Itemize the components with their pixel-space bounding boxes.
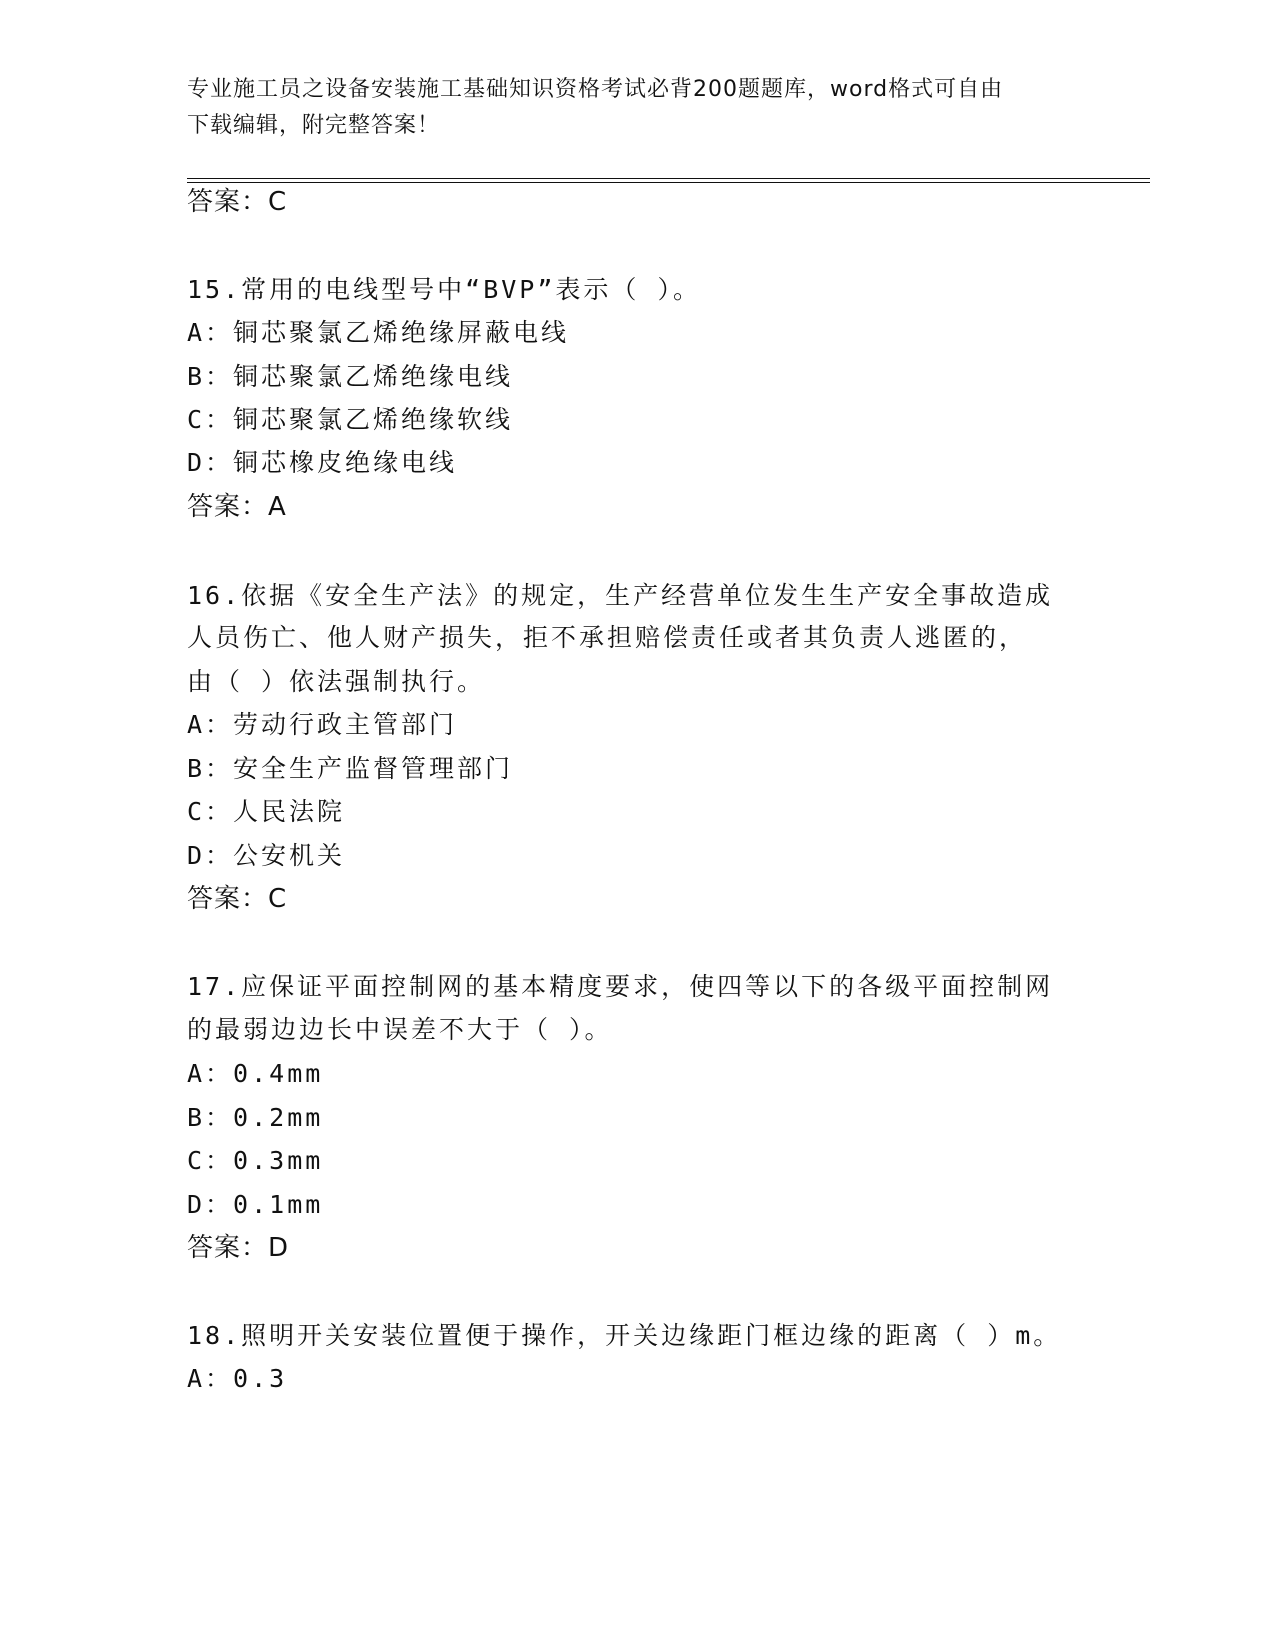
question-17-stem-line-2: 的最弱边边长中误差不大于（ ）。	[187, 1015, 613, 1044]
question-16-stem-line-2: 人员伤亡、他人财产损失，拒不承担赔偿责任或者其负责人逃匿的，	[187, 623, 1028, 652]
answer-q15: 答案：A	[187, 492, 287, 522]
question-16-option-a: A：劳动行政主管部门	[187, 710, 458, 739]
question-17-option-b: B：0.2mm	[187, 1103, 324, 1132]
header-divider-bottom	[187, 182, 1150, 183]
question-16-option-d: D：公安机关	[187, 841, 346, 870]
answer-q17: 答案：D	[187, 1233, 290, 1263]
header-divider-top	[187, 178, 1150, 179]
answer-q14: 答案：C	[187, 187, 288, 217]
question-15-option-b: B：铜芯聚氯乙烯绝缘电线	[187, 362, 514, 391]
question-15-option-a: A：铜芯聚氯乙烯绝缘屏蔽电线	[187, 318, 570, 347]
question-17-stem-line-1: 17.应保证平面控制网的基本精度要求，使四等以下的各级平面控制网	[187, 972, 1054, 1001]
header-line-1: 专业施工员之设备安装施工基础知识资格考试必背200题题库，word格式可自由	[187, 77, 1004, 102]
question-16-stem-line-1: 16.依据《安全生产法》的规定，生产经营单位发生生产安全事故造成	[187, 581, 1054, 610]
question-17-option-d: D：0.1mm	[187, 1190, 324, 1219]
question-16-option-c: C：人民法院	[187, 797, 346, 826]
question-18-stem: 18.照明开关安装位置便于操作，开关边缘距门框边缘的距离（ ）m。	[187, 1321, 1062, 1350]
question-17-option-a: A：0.4mm	[187, 1059, 324, 1088]
document-header	[187, 72, 1087, 144]
question-15-option-c: C：铜芯聚氯乙烯绝缘软线	[187, 405, 514, 434]
header-line-2: 下载编辑，附完整答案！	[187, 113, 441, 138]
question-15-option-d: D：铜芯橡皮绝缘电线	[187, 448, 458, 477]
question-17-option-c: C：0.3mm	[187, 1146, 324, 1175]
question-18-option-a: A：0.3	[187, 1364, 288, 1393]
question-16-stem-line-3: 由（ ）依法强制执行。	[187, 667, 486, 696]
answer-q16: 答案：C	[187, 884, 288, 914]
question-16-option-b: B：安全生产监督管理部门	[187, 754, 514, 783]
question-15-stem: 15.常用的电线型号中“BVP”表示（ ）。	[187, 275, 701, 304]
